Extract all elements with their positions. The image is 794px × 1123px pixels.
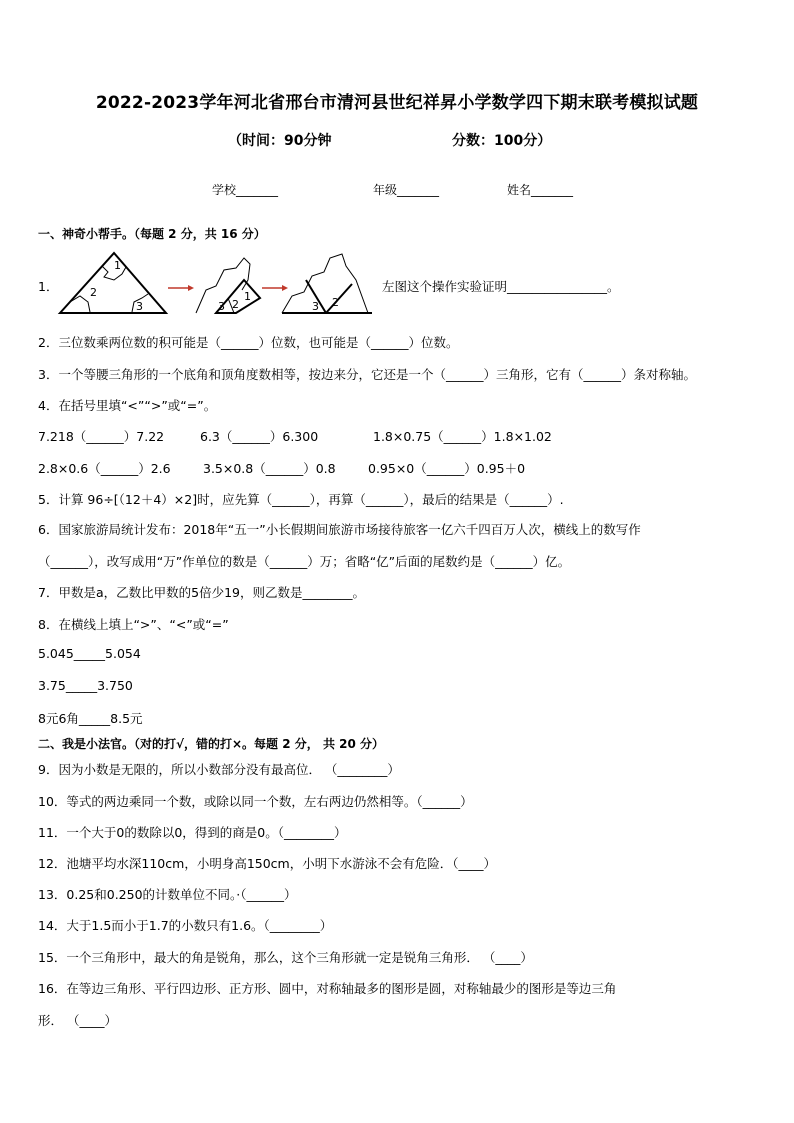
question-8c: 8元6角_____8.5元: [38, 711, 143, 726]
question-7: 7．甲数是a，乙数比甲数的5倍少19，则乙数是________。: [38, 585, 365, 600]
q1-number: 1．: [38, 279, 59, 294]
triangle-fold-figure: [56, 250, 376, 318]
question-16-line-2: 形． （____）: [38, 1013, 117, 1028]
question-16-line-1: 16．在等边三角形、平行四边形、正方形、圆中，对称轴最多的图形是圆，对称轴最少的图形是等边三角: [38, 981, 617, 996]
grade-field: 年级_______: [373, 183, 440, 197]
question-12: 12．池塘平均水深110cm，小明身高150cm，小明下水游泳不会有危险．（____）: [38, 856, 496, 871]
time-label: （时间：90分钟: [228, 133, 332, 149]
figure-label: 2: [332, 296, 339, 309]
q4-item: 6.3（______）6.300: [200, 429, 319, 444]
figure-label: 1: [114, 259, 121, 272]
q4-item: 7.218（______）7.22: [38, 429, 165, 444]
section2-heading: 二、我是小法官。（对的打√，错的打×。每题 2 分， 共 20 分）: [38, 737, 384, 751]
question-5: 5．计算 96÷[（12＋4）×2]时，应先算（______），再算（______），最后的结果是（______）.: [38, 492, 564, 507]
question-6-line-2: （______），改写成用“万”作单位的数是（______）万；省略“亿”后面的尾数约是（______）亿。: [38, 554, 571, 569]
figure-label: 1: [244, 290, 251, 303]
figure-label: 2: [232, 298, 239, 311]
q4-item: 2.8×0.6（______）2.6: [38, 461, 171, 476]
figure-label: 3: [312, 300, 319, 313]
figure-label: 3: [218, 300, 225, 313]
question-9: 9．因为小数是无限的，所以小数部分没有最高位． （________）: [38, 762, 400, 777]
question-10: 10．等式的两边乘同一个数，或除以同一个数，左右两边仍然相等。（______）: [38, 794, 473, 809]
question-4: 4．在括号里填“<”“>”或“=”。: [38, 398, 217, 413]
question-11: 11．一个大于0的数除以0，得到的商是0。（________）: [38, 825, 347, 840]
question-2: 2．三位数乘两位数的积可能是（______）位数，也可能是（______）位数。: [38, 335, 459, 350]
q4-item: 1.8×0.75（______）1.8×1.02: [373, 429, 552, 444]
question-8: 8．在横线上填上“>”、“<”或“=”: [38, 617, 229, 632]
question-6-line-1: 6．国家旅游局统计发布：2018年“五一”小长假期间旅游市场接待旅客一亿六千四百万人次，横线上的数写作: [38, 522, 641, 537]
q1-text: 左图这个操作实验证明________________。: [382, 279, 620, 294]
q4-item: 0.95×0（______）0.95＋0: [368, 461, 526, 476]
triangle-figure-3: [282, 254, 372, 313]
question-14: 14．大于1.5而小于1.7的小数只有1.6。（________）: [38, 918, 333, 933]
question-15: 15．一个三角形中，最大的角是锐角，那么，这个三角形就一定是锐角三角形． （____）: [38, 950, 533, 965]
figure-label: 3: [136, 300, 143, 313]
school-field: 学校_______: [212, 183, 279, 197]
question-8b: 3.75_____3.750: [38, 678, 133, 693]
triangle-figure-1: [60, 253, 166, 313]
triangle-figure-2: [196, 258, 260, 313]
exam-title: 2022-2023学年河北省邢台市清河县世纪祥昇小学数学四下期末联考模拟试题: [95, 93, 699, 113]
arrow-head-icon: [282, 285, 288, 291]
question-13: 13．0.25和0.250的计数单位不同。·（______）: [38, 887, 297, 902]
question-3: 3．一个等腰三角形的一个底角和顶角度数相等，按边来分，它还是一个（______）三角形，它有（______）条对称轴。: [38, 367, 696, 382]
figure-label: 2: [90, 286, 97, 299]
question-8a: 5.045_____5.054: [38, 646, 141, 661]
section1-heading: 一、神奇小帮手。（每题 2 分，共 16 分）: [38, 227, 266, 241]
score-label: 分数：100分）: [452, 133, 552, 149]
name-field: 姓名_______: [507, 183, 574, 197]
q4-item: 3.5×0.8（______）0.8: [203, 461, 336, 476]
arrow-head-icon: [188, 285, 194, 291]
